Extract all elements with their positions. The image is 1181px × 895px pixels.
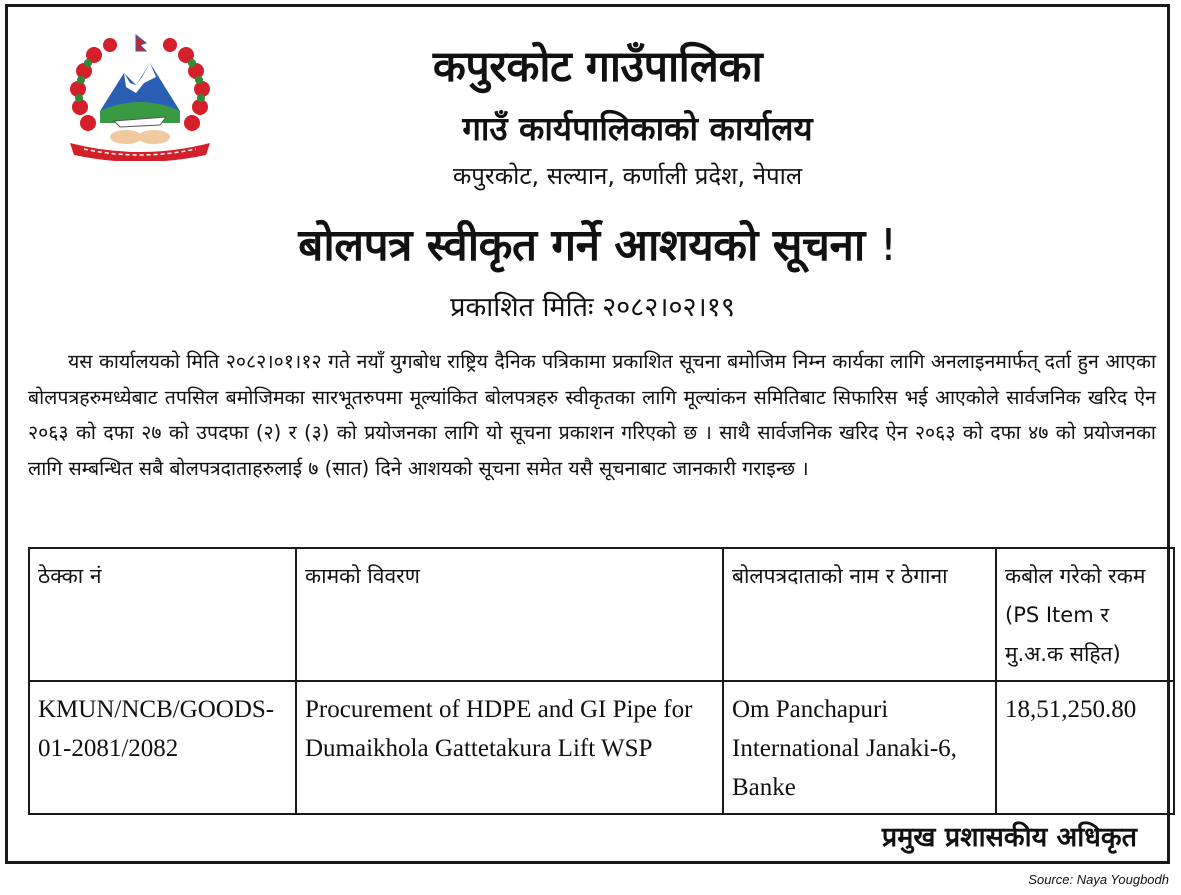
published-date: प्रकाशित मितिः २०८२।०२।१९ bbox=[450, 292, 735, 323]
notice-headline-mark: ! bbox=[879, 220, 897, 271]
cell-contract-no: KMUN/NCB/GOODS-01-2081/2082 bbox=[29, 681, 296, 814]
notice-body-text: यस कार्यालयको मिति २०८२।०१।१२ गते नयाँ युगबोध राष्ट्रिय दैनिक पत्रिकामा प्रकाशित सूचना बमोजिम निम्न कार्यका लागि अनलाइनमार्फत् दर्ता हुन आएका बोलपत्रहरुमध्येबाट तपसिल बमोजिमका सारभूतरुपमा मूल्यांकित बोलपत्रहरु स्वीकृतका लागि मूल्यांकन समितिबाट सिफारिस भई आएकोले सार्वजनिक खरिद ऐन २०६३ को दफा २७ को उपदफा (२) र (३) को प्रयोजनका लागि यो सूचना प्रकाशन गरिएको छ । साथै सार्वजनिक खरिद ऐन २०६३ को दफा ४७ को प्रयोजनका लागि सम्बन्धित सबै बोलपत्रदाताहरुलाई ७ (सात) दिने आशयको सूचना समेत यसै सूचनाबाट जानकारी गराइन्छ । bbox=[28, 350, 1156, 480]
notice-frame bbox=[5, 4, 1170, 864]
source-credit: Source: Naya Yougbodh bbox=[1028, 872, 1169, 887]
notice-headline bbox=[8, 213, 1167, 273]
notice-body bbox=[28, 344, 1156, 486]
table-row bbox=[29, 681, 1174, 814]
notice-headline-text: बोलपत्र स्वीकृत गर्ने आशयको सूचना bbox=[298, 220, 865, 271]
office-title: गाउँ कार्यपालिकाको कार्यालय bbox=[462, 109, 813, 148]
cell-description: Procurement of HDPE and GI Pipe for Dumaikhola Gattetakura Lift WSP bbox=[296, 681, 723, 814]
tender-table bbox=[28, 547, 1175, 815]
header-contract-no: ठेक्का नं bbox=[29, 548, 296, 681]
header-amount: कबोल गरेको रकम (PS Item र मु.अ.क सहित) bbox=[996, 548, 1174, 681]
cell-amount: 18,51,250.80 bbox=[996, 681, 1174, 814]
table-header-row bbox=[29, 548, 1174, 681]
municipality-title: कपुरकोट गाउँपालिका bbox=[432, 42, 763, 92]
office-address: कपुरकोट, सल्यान, कर्णाली प्रदेश, नेपाल bbox=[452, 162, 803, 190]
cell-bidder: Om Panchapuri International Janaki-6, Banke bbox=[723, 681, 996, 814]
header-description: कामको विवरण bbox=[296, 548, 723, 681]
header-bidder: बोलपत्रदाताको नाम र ठेगाना bbox=[723, 548, 996, 681]
signatory-title: प्रमुख प्रशासकीय अधिकृत bbox=[881, 822, 1137, 853]
